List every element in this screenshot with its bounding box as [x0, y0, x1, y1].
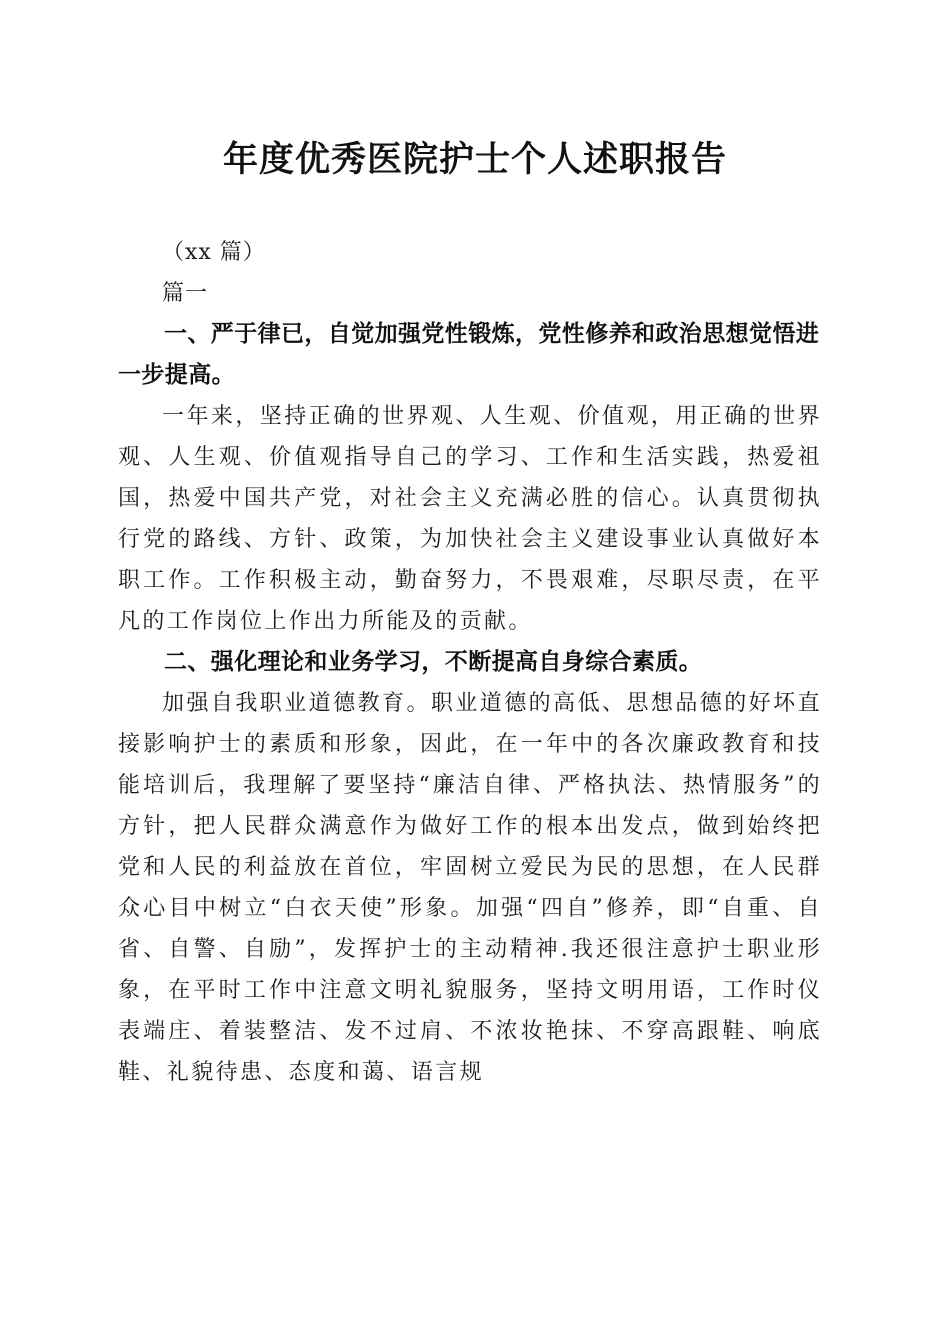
section-heading-1: 一、严于律已，自觉加强党性锻炼，党性修养和政治思想觉悟进一步提高。	[118, 321, 820, 388]
section-heading-2: 二、强化理论和业务学习，不断提高自身综合素质。	[164, 649, 703, 675]
document-body	[118, 232, 822, 1093]
paragraph-2: 加强自我职业道德教育。职业道德的高低、思想品德的好坏直接影响护士的素质和形象，因此，在一年中的各次廉政教育和技能培训后，我理解了要坚持“廉洁自律、严格执法、热情服务”的方针，把人民群众满意作为做好工作的根本出发点，做到始终把党和人民的利益放在首位，牢固树立爱民为民的思想，在人民群众心目中树立“白衣天使”形象。加强“四自”修养，即“自重、自省、自警、自励”，发挥护士的主动精神.我还很注意护士职业形象，在平时工作中注意文明礼貌服务，坚持文明用语，工作时仪表端庄、着装整洁、发不过肩、不浓妆艳抹、不穿高跟鞋、响底鞋、礼貌待患、态度和蔼、语言规	[118, 691, 822, 1085]
section-label: 篇一	[162, 281, 209, 306]
paragraph-1: 一年来，坚持正确的世界观、人生观、价值观，用正确的世界观、人生观、价值观指导自己的学习、工作和生活实践，热爱祖国，热爱中国共产党，对社会主义充满必胜的信心。认真贯彻执行党的路线、方针、政策，为加快社会主义建设事业认真做好本职工作。工作积极主动，勤奋努力，不畏艰难，尽职尽责，在平凡的工作岗位上作出力所能及的贡献。	[118, 404, 822, 634]
document-subtitle: （xx 篇）	[162, 240, 266, 265]
document-title: 年度优秀医院护士个人述职报告	[222, 139, 727, 180]
